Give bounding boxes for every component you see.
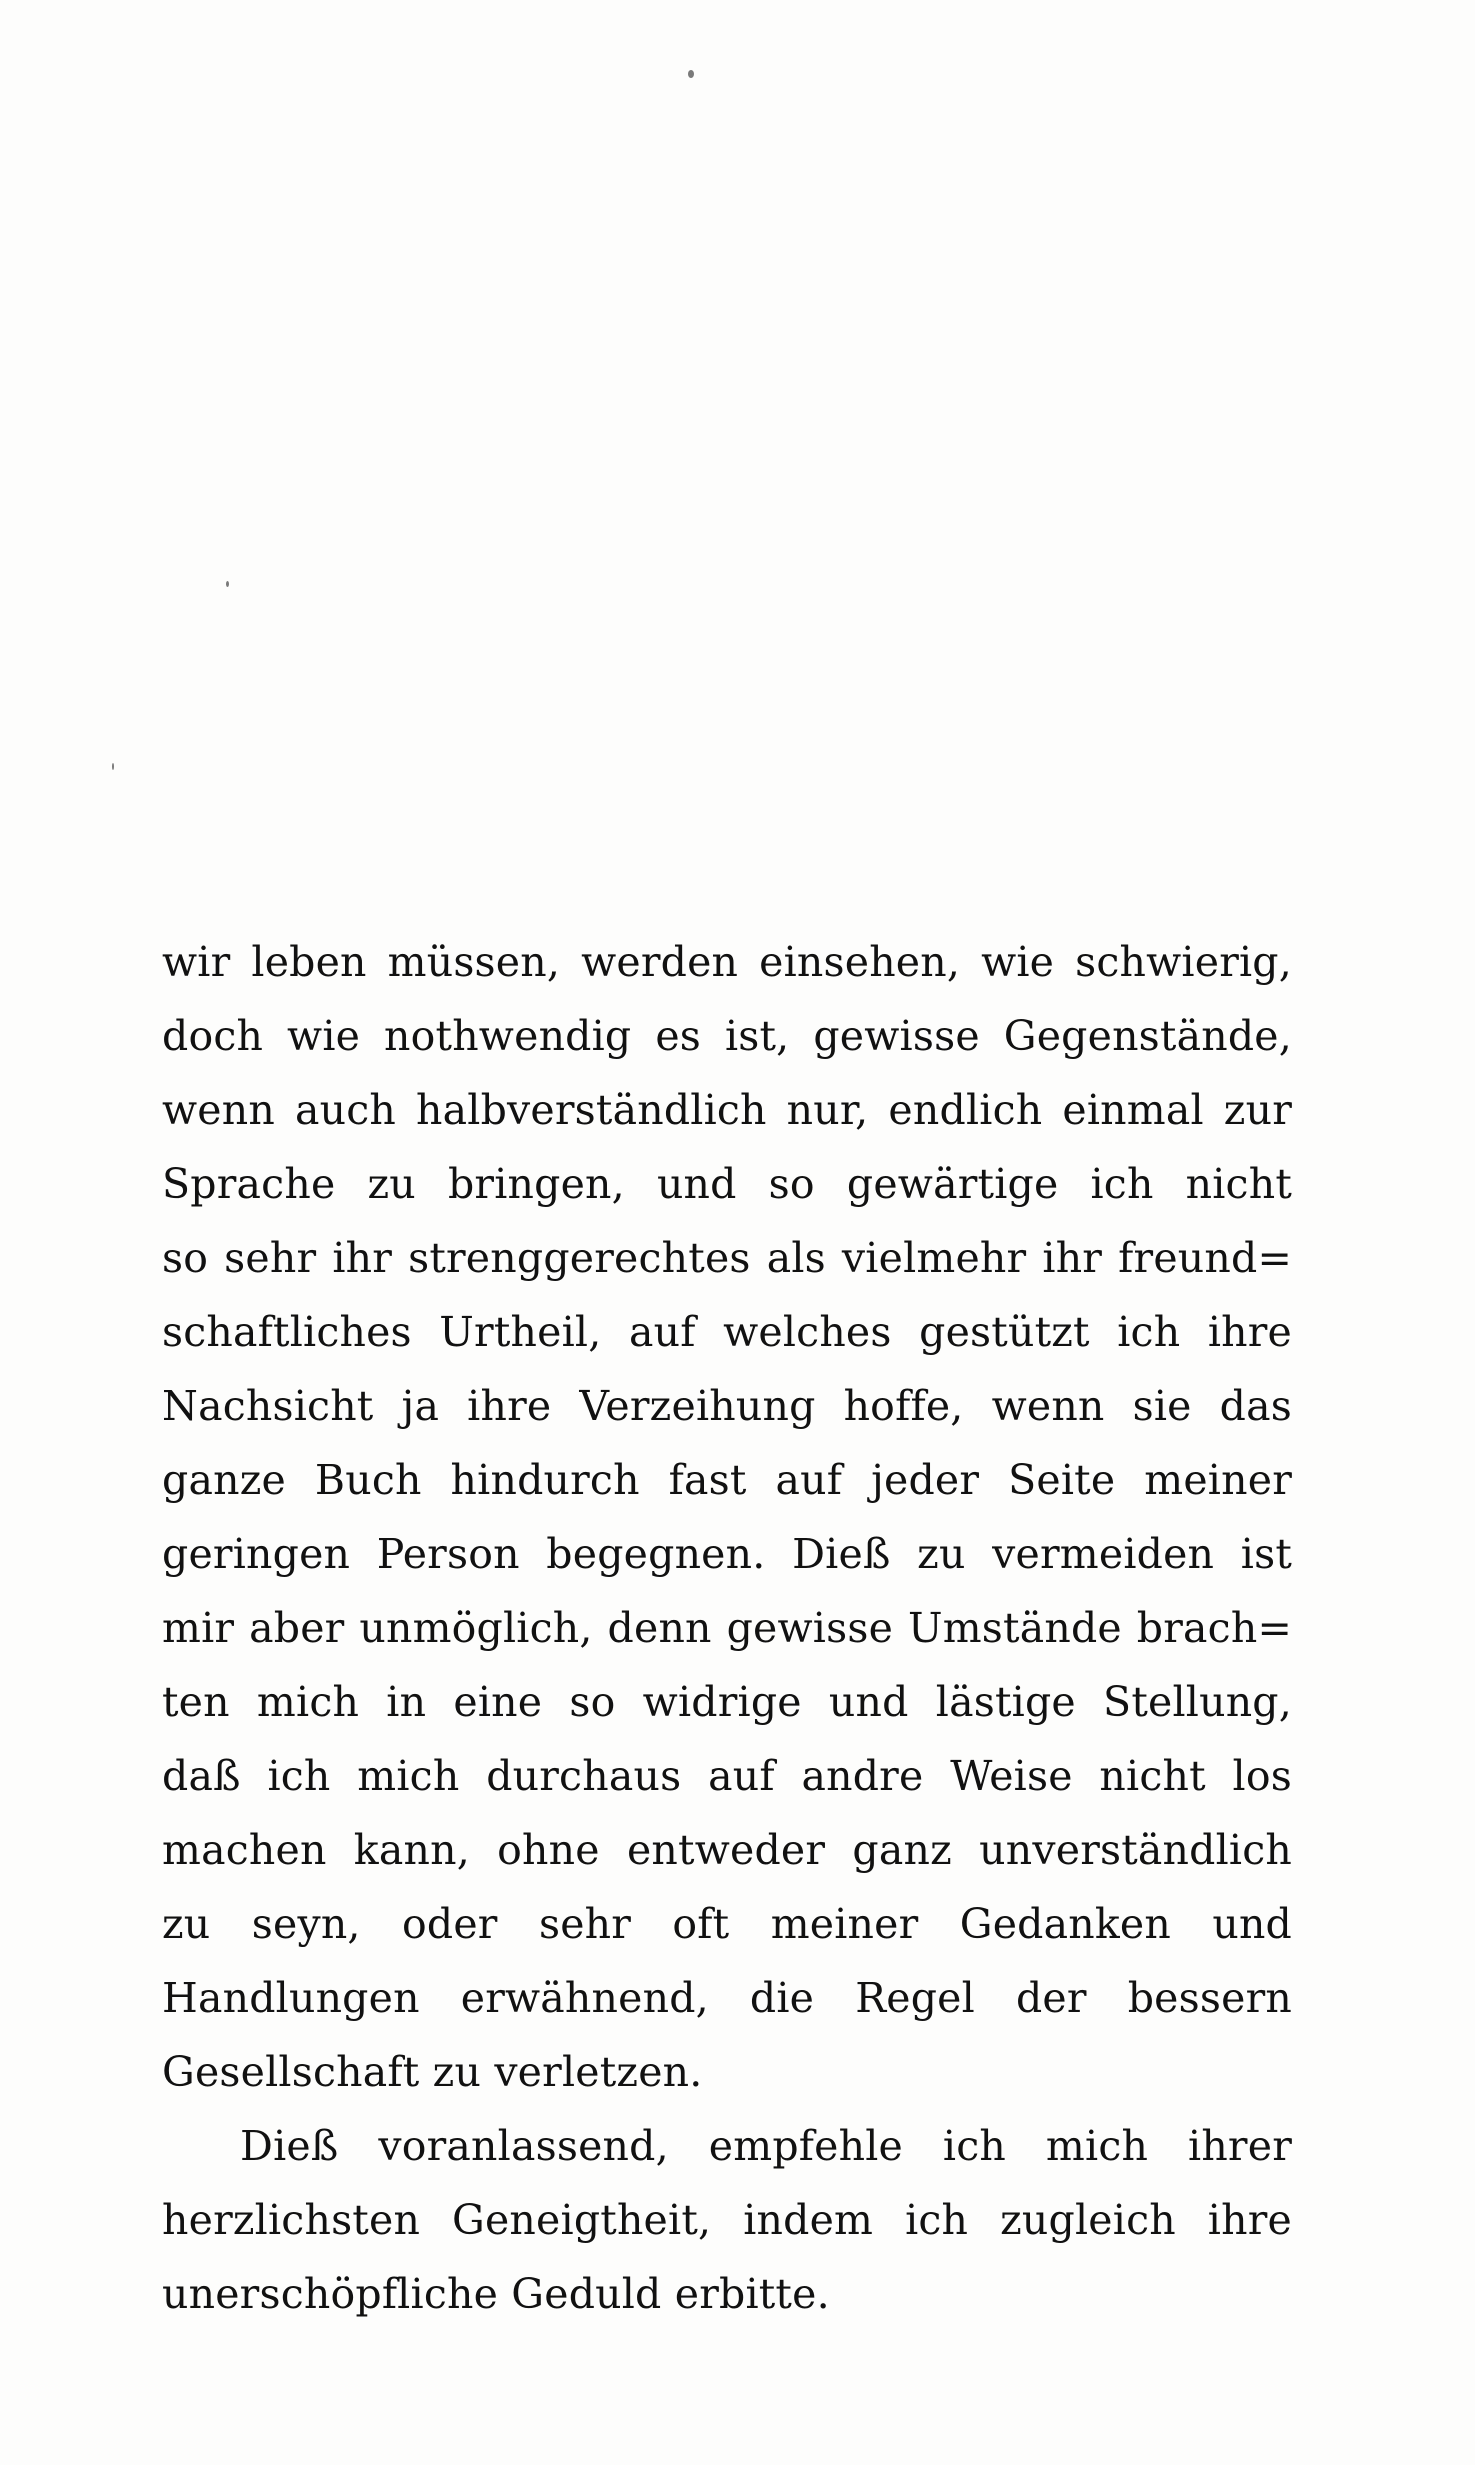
text-line: unerschöpfliche Geduld erbitte. xyxy=(162,2270,830,2318)
paragraph-2 xyxy=(162,2109,1292,2331)
text-line: doch wie nothwendig es ist, gewisse Gegenstände, xyxy=(162,1012,1292,1060)
text-line: Dieß voranlassend, empfehle ich mich ihrer xyxy=(240,2122,1292,2170)
text-line: daß ich mich durchaus auf andre Weise nicht los xyxy=(162,1752,1292,1800)
text-line: wenn auch halbverständlich nur, endlich einmal zur xyxy=(162,1086,1292,1134)
text-line: ten mich in eine so widrige und lästige Stellung, xyxy=(162,1678,1292,1726)
text-line: herzlichsten Geneigtheit, indem ich zugleich ihre xyxy=(162,2196,1292,2244)
text-line: Sprache zu bringen, und so gewärtige ich nicht xyxy=(162,1160,1292,1208)
text-line: machen kann, ohne entweder ganz unverständlich xyxy=(162,1826,1292,1874)
paper-speck xyxy=(688,70,694,78)
text-line: wir leben müssen, werden einsehen, wie schwierig, xyxy=(162,938,1292,986)
paper-speck xyxy=(112,763,114,770)
text-line: zu seyn, oder sehr oft meiner Gedanken und xyxy=(162,1900,1292,1948)
text-line: mir aber unmöglich, denn gewisse Umstände brach= xyxy=(162,1604,1292,1652)
text-line: Handlungen erwähnend, die Regel der bessern xyxy=(162,1974,1292,2022)
paragraph-1 xyxy=(162,925,1292,2109)
text-line: ganze Buch hindurch fast auf jeder Seite meiner xyxy=(162,1456,1292,1504)
body-text xyxy=(162,925,1292,2331)
text-line: so sehr ihr strenggerechtes als vielmehr ihr freund= xyxy=(162,1234,1292,1282)
text-line: geringen Person begegnen. Dieß zu vermeiden ist xyxy=(162,1530,1292,1578)
text-line: Gesellschaft zu verletzen. xyxy=(162,2048,703,2096)
paper-speck xyxy=(226,581,229,587)
text-line: schaftliches Urtheil, auf welches gestützt ich ihre xyxy=(162,1308,1292,1356)
text-line: Nachsicht ja ihre Verzeihung hoffe, wenn sie das xyxy=(162,1382,1292,1430)
